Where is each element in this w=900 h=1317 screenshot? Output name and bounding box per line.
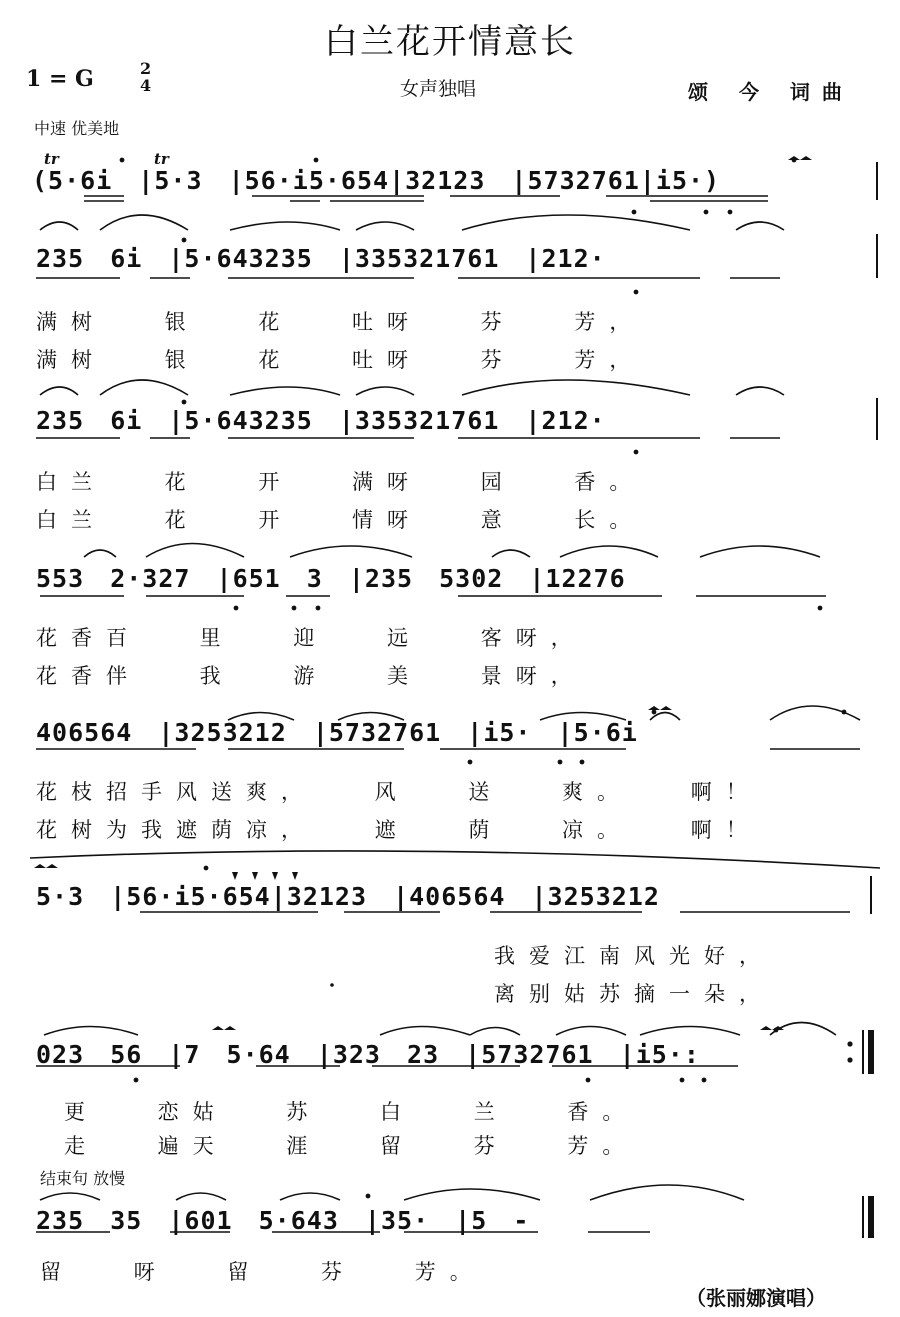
- notation-line: 235 6i |5·643235 |335321761 |212·: [36, 406, 606, 435]
- repeat-barline: [868, 1030, 874, 1074]
- time-signature-bottom: 4: [140, 76, 152, 95]
- lyric-line: 满树 银 花 吐呀 芬 芳，: [36, 310, 645, 334]
- barline: [876, 398, 878, 440]
- lyric-line: 离别姑苏摘一朵，: [494, 982, 774, 1006]
- notation-line: 5·3 |56·i5·654|32123 |406564 |3253212: [36, 882, 660, 911]
- notation-line: 406564 |3253212 |5732761 |i5· |5·6i: [36, 718, 638, 747]
- lyric-line: 更 恋姑 苏 白 兰 香。: [64, 1100, 638, 1124]
- notation-line: 235 35 |601 5·643 |35· |5 -: [36, 1206, 530, 1235]
- lyric-line: 走 遍天 涯 留 芬 芳。: [64, 1134, 638, 1158]
- key-signature: 1 = G: [26, 66, 94, 92]
- song-title: 白兰花开情意长: [324, 22, 576, 62]
- barline: [876, 234, 878, 278]
- notation-line: 553 2·327 |651 3 |235 5302 |12276: [36, 564, 626, 593]
- subtitle: 女声独唱: [400, 78, 477, 100]
- lyric-line: 花香伴 我 游 美 景呀，: [36, 664, 586, 688]
- lyric-line: 花树为我遮荫凉， 遮 荫 凉。 啊！: [36, 818, 761, 842]
- ending-annotation: 结束句 放慢: [40, 1169, 126, 1188]
- notation-line: 023 56 |7 5·64 |323 23 |5732761 |i5·:: [36, 1040, 700, 1069]
- trill-mark: tr: [154, 150, 169, 168]
- performer-credit: （张丽娜演唱）: [686, 1286, 826, 1310]
- trill-mark: tr: [44, 150, 59, 168]
- notation-line: (5·6i |5·3 |56·i5·654|32123 |5732761|i5·): [32, 166, 721, 195]
- lyric-line: 留 呀 留 芬 芳。: [40, 1260, 485, 1284]
- final-barline: [868, 1196, 874, 1238]
- barline: [862, 1030, 864, 1074]
- lyric-line: 白兰 花 开 满呀 园 香。: [36, 470, 645, 494]
- author-credit: 颂 今 词曲: [688, 80, 854, 104]
- time-signature-top: 2: [140, 59, 152, 78]
- barline: [870, 876, 872, 914]
- notation-line: 235 6i |5·643235 |335321761 |212·: [36, 244, 606, 273]
- lyric-line: 花枝招手风送爽， 风 送 爽。 啊！: [36, 780, 761, 804]
- lyric-line: 花香百 里 迎 远 客呀，: [36, 626, 586, 650]
- barline: [876, 162, 878, 200]
- lyric-line: 我爱江南风光好，: [494, 944, 774, 968]
- lyric-line: 白兰 花 开 情呀 意 长。: [36, 508, 645, 532]
- tempo-marking: 中速 优美地: [34, 119, 120, 138]
- barline: [862, 1196, 864, 1238]
- lyric-line: 满树 银 花 吐呀 芬 芳，: [36, 348, 645, 372]
